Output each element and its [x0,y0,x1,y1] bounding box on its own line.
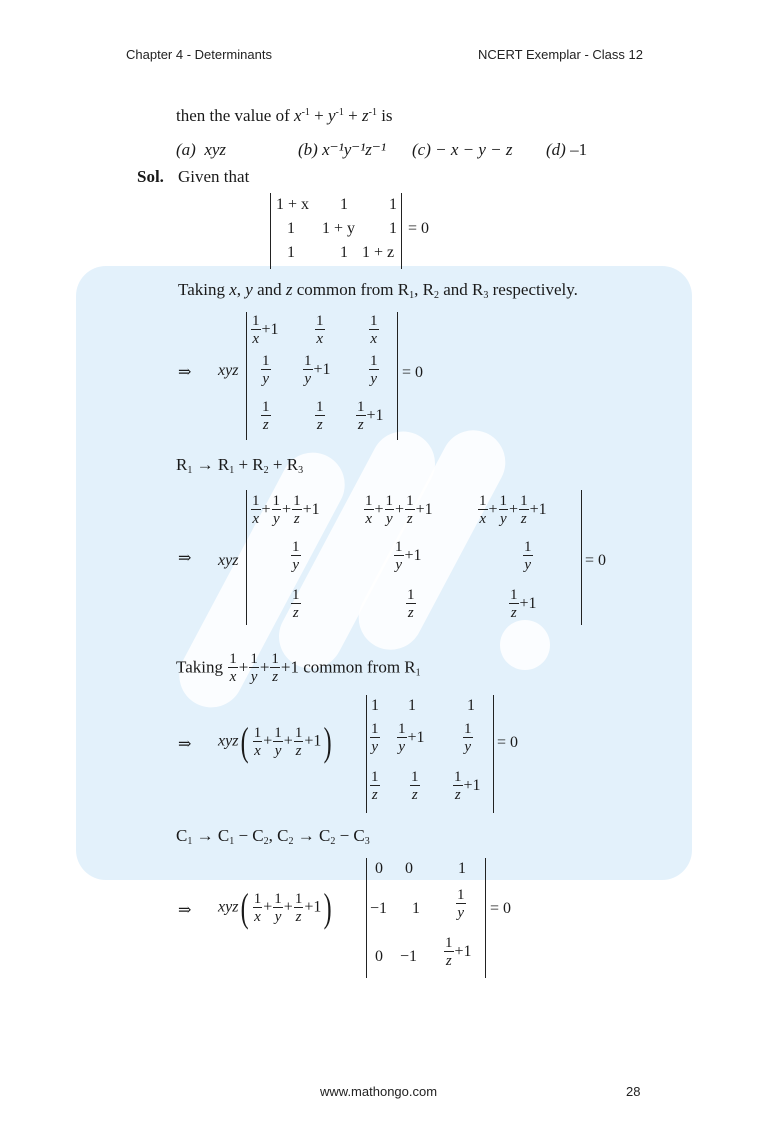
det4-r2c2: 1 [412,900,420,917]
footer-url: www.mathongo.com [320,1084,438,1099]
question-stem: then the value of $x^{-1} + y^{-1} + z^{-1}$ is [176,106,393,125]
det3-r2c1: $\frac{1}{y}$ [371,721,379,755]
det0-r1c2: 1 [340,196,348,213]
det1-r3c2: $\frac{1}{z}$ [316,399,324,433]
implies-arrow-1: ⇒ [178,364,192,381]
det0-r3c1: 1 [287,244,295,261]
implies-arrow-4: ⇒ [178,902,192,919]
det3-r3c2: $\frac{1}{z}$ [411,769,419,803]
det1-rhs: = 0 [402,364,424,381]
det2-r3c3: $\frac{1}{z}$ +1 [510,587,537,621]
watermark-dot [500,620,550,670]
page-header-right: NCERT Exemplar - Class 12 [478,47,643,62]
det0-rhs: = 0 [408,220,430,237]
det1-r3c1: $\frac{1}{z}$ [262,399,270,433]
step1-text: Taking x, y and z common from $R_1$, $R_2$ and $R_3$ respectively. [178,280,578,301]
factor-xyz-sum-4: xyz( $\frac{1}{x}$ + $\frac{1}{y}$ + $\frac{1}{z}$ +1) [218,885,333,930]
det0-r2c3: 1 [389,220,397,237]
det3-r3c1: $\frac{1}{z}$ [371,769,379,803]
det1-r3c3: $\frac{1}{z}$ +1 [357,399,384,433]
page-number: 28 [626,1084,641,1099]
det0-r2c2: 1 + y [322,220,356,237]
factor-xyz-2: xyz [218,552,239,569]
det2-rhs: = 0 [585,552,607,569]
solution-label: Sol. [137,167,164,186]
factor-xyz-1: xyz [218,362,239,379]
det2-r1c1: $\frac{1}{x}$ + $\frac{1}{y}$ + $\frac{1}{z}$ +1 [252,493,320,527]
det3-r3c3: $\frac{1}{z}$ +1 [454,769,481,803]
step3-text: Taking $\frac{1}{x}$ + $\frac{1}{y}$ + $\frac{1}{z}$ +1 common from $R_1$ [176,651,421,685]
det4-r1c2: 0 [405,860,413,877]
det4-rhs: = 0 [490,900,512,917]
det1-r2c1: $\frac{1}{y}$ [262,353,270,387]
det2-r1c2: $\frac{1}{x}$ + $\frac{1}{y}$ + $\frac{1}{z}$ +1 [365,493,433,527]
det4-r3c2: −1 [400,948,418,965]
det4-r2c1: −1 [370,900,388,917]
det3-r1c1: 1 [371,697,379,714]
option-a: (a) xyz [176,140,227,159]
det0-r3c2: 1 [340,244,348,261]
det1-r1c2: $\frac{1}{x}$ [316,313,324,347]
page-header-left: Chapter 4 - Determinants [126,47,272,62]
det2-r1c3: $\frac{1}{x}$ + $\frac{1}{y}$ + $\frac{1}{z}$ +1 [479,493,547,527]
det0-r3c3: 1 + z [362,244,395,261]
det4-r2c3: $\frac{1}{y}$ [457,887,465,921]
det2-r3c2: $\frac{1}{z}$ [407,587,415,621]
det2-r2c2: $\frac{1}{y}$ +1 [395,539,422,573]
det3-r2c3: $\frac{1}{y}$ [464,721,472,755]
det4-r1c1: 0 [375,860,383,877]
det2-r2c3: $\frac{1}{y}$ [524,539,532,573]
det1-r2c2: $\frac{1}{y}$ +1 [304,353,331,387]
option-c: (c) − x − y − z [412,140,513,159]
implies-arrow-3: ⇒ [178,736,192,753]
factor-xyz-sum-3: xyz( $\frac{1}{x}$ + $\frac{1}{y}$ + $\frac{1}{z}$ +1) [218,719,333,764]
det1-r2c3: $\frac{1}{y}$ [370,353,378,387]
det2-r2c1: $\frac{1}{y}$ [292,539,300,573]
det1-r1c3: $\frac{1}{x}$ [370,313,378,347]
option-b: (b) x⁻¹y⁻¹z⁻¹ [298,140,386,159]
column-operation: $C_1 \to C_1 - C_2$, $C_2 \to C_2 - C_3$ [176,826,370,847]
det3-r1c3: 1 [467,697,475,714]
det2-r3c1: $\frac{1}{z}$ [292,587,300,621]
row-operation-1: $R_1 \to R_1 + R_2 + R_3$ [176,455,304,476]
option-d: (d) –1 [546,140,588,159]
det0-r1c1: 1 + x [276,196,310,213]
given-text: Given that [178,167,250,186]
det0-r1c3: 1 [389,196,397,213]
det3-r1c2: 1 [408,697,416,714]
det3-rhs: = 0 [497,734,519,751]
det4-r3c1: 0 [375,948,383,965]
det4-r1c3: 1 [458,860,466,877]
det4-r3c3: $\frac{1}{z}$ +1 [445,935,472,969]
det0-r2c1: 1 [287,220,295,237]
det1-r1c1: $\frac{1}{x}$ +1 [252,313,279,347]
implies-arrow-2: ⇒ [178,550,192,567]
det3-r2c2: $\frac{1}{y}$ +1 [398,721,425,755]
